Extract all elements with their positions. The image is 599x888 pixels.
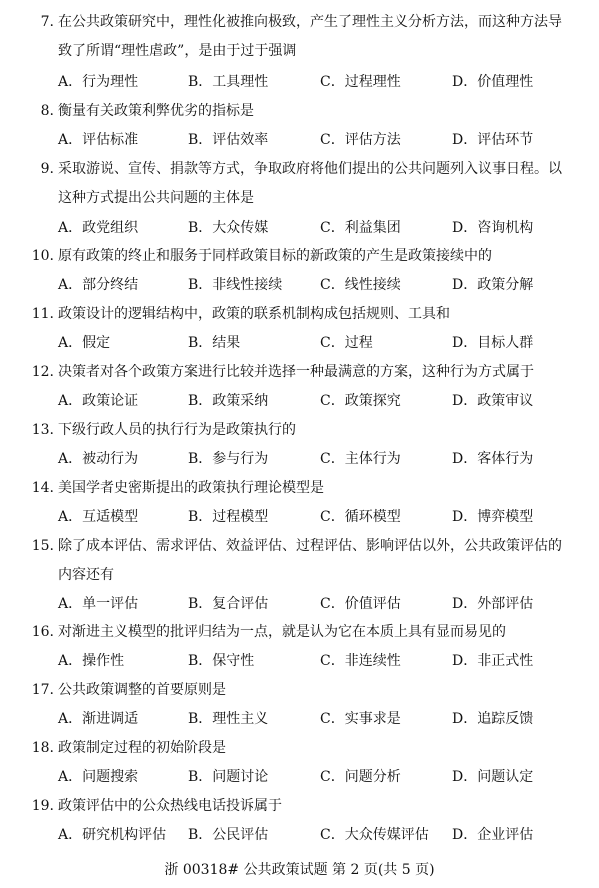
question-number: 7. [40, 14, 54, 30]
option-d: D．客体行为 [452, 451, 534, 467]
question-text: 公共政策调整的首要原则是 [58, 682, 226, 698]
option-b: B．结果 [188, 335, 241, 351]
question-number: 9. [40, 161, 54, 177]
option-a: A．被动行为 [58, 451, 139, 467]
question-number: 19. [31, 798, 54, 814]
option-c: C．政策探究 [320, 393, 401, 409]
option-d: D．外部评估 [452, 596, 534, 612]
option-a: A．政党组织 [58, 220, 139, 236]
option-d: D．价值理性 [452, 74, 534, 90]
question-text: 采取游说、宣传、捐款等方式，争取政府将他们提出的公共问题列入议事日程。以 [58, 161, 562, 177]
question-number: 12. [31, 364, 54, 380]
option-b: B．非线性接续 [188, 277, 283, 293]
option-c: C．价值评估 [320, 596, 401, 612]
option-d: D．政策审议 [452, 393, 534, 409]
option-a: A．渐进调适 [58, 711, 139, 727]
option-d: D．企业评估 [452, 827, 534, 843]
question-text-continued: 内容还有 [58, 567, 114, 583]
question-number: 17. [31, 682, 54, 698]
option-a: A．互适模型 [58, 509, 139, 525]
option-a: A．问题搜索 [58, 769, 139, 785]
option-d: D．政策分解 [452, 277, 534, 293]
question-text: 原有政策的终止和服务于同样政策目标的新政策的产生是政策接续中的 [58, 248, 492, 264]
option-b: B．公民评估 [188, 827, 269, 843]
option-a: A．政策论证 [58, 393, 139, 409]
question-text: 政策评估中的公众热线电话投诉属于 [58, 798, 282, 814]
option-b: B．保守性 [188, 653, 255, 669]
option-d: D．追踪反馈 [452, 711, 534, 727]
question-number: 15. [31, 538, 54, 554]
option-d: D．非正式性 [452, 653, 534, 669]
option-d: D．博弈模型 [452, 509, 534, 525]
page-footer: 浙 00318# 公共政策试题 第 2 页(共 5 页) [164, 862, 435, 878]
question-text-continued: 致了所谓“理性虐政”，是由于过于强调 [58, 43, 297, 59]
option-c: C．问题分析 [320, 769, 401, 785]
question-text: 衡量有关政策利弊优劣的指标是 [58, 103, 254, 119]
option-a: A．假定 [58, 335, 111, 351]
option-b: B．问题讨论 [188, 769, 269, 785]
option-b: B．过程模型 [188, 509, 269, 525]
option-b: B．政策采纳 [188, 393, 269, 409]
question-number: 16. [31, 624, 54, 640]
option-c: C．评估方法 [320, 132, 401, 148]
question-number: 14. [31, 480, 54, 496]
option-b: B．大众传媒 [188, 220, 269, 236]
question-number: 10. [31, 248, 54, 264]
question-text: 在公共政策研究中，理性化被推向极致，产生了理性主义分析方法，而这种方法导 [58, 14, 562, 30]
question-text: 决策者对各个政策方案进行比较并选择一种最满意的方案，这种行为方式属于 [58, 364, 534, 380]
option-a: A．操作性 [58, 653, 125, 669]
option-b: B．参与行为 [188, 451, 269, 467]
option-d: D．目标人群 [452, 335, 534, 351]
option-a: A．行为理性 [58, 74, 139, 90]
option-a: A．单一评估 [58, 596, 139, 612]
option-b: B．评估效率 [188, 132, 269, 148]
question-number: 8. [40, 103, 54, 119]
question-text-continued: 这种方式提出公共问题的主体是 [58, 190, 254, 206]
question-number: 18. [31, 740, 54, 756]
question-text: 政策设计的逻辑结构中，政策的联系机制构成包括规则、工具和 [58, 306, 450, 322]
option-c: C．主体行为 [320, 451, 401, 467]
option-d: D．咨询机构 [452, 220, 534, 236]
question-text: 下级行政人员的执行行为是政策执行的 [58, 422, 296, 438]
question-number: 13. [31, 422, 54, 438]
option-b: B．理性主义 [188, 711, 269, 727]
question-text: 对渐进主义模型的批评归结为一点，就是认为它在本质上具有显而易见的 [58, 624, 506, 640]
option-b: B．工具理性 [188, 74, 269, 90]
option-a: A．研究机构评估 [58, 827, 167, 843]
option-a: A．部分终结 [58, 277, 139, 293]
option-c: C．循环模型 [320, 509, 401, 525]
question-text: 美国学者史密斯提出的政策执行理论模型是 [58, 480, 324, 496]
option-c: C．线性接续 [320, 277, 401, 293]
option-b: B．复合评估 [188, 596, 269, 612]
option-d: D．评估环节 [452, 132, 534, 148]
option-c: C．过程理性 [320, 74, 401, 90]
option-d: D．问题认定 [452, 769, 534, 785]
option-c: C．过程 [320, 335, 373, 351]
option-c: C．利益集团 [320, 220, 401, 236]
question-number: 11. [31, 306, 54, 322]
option-a: A．评估标准 [58, 132, 139, 148]
option-c: C．实事求是 [320, 711, 401, 727]
question-text: 除了成本评估、需求评估、效益评估、过程评估、影响评估以外，公共政策评估的 [58, 538, 562, 554]
question-text: 政策制定过程的初始阶段是 [58, 740, 226, 756]
option-c: C．大众传媒评估 [320, 827, 429, 843]
option-c: C．非连续性 [320, 653, 401, 669]
